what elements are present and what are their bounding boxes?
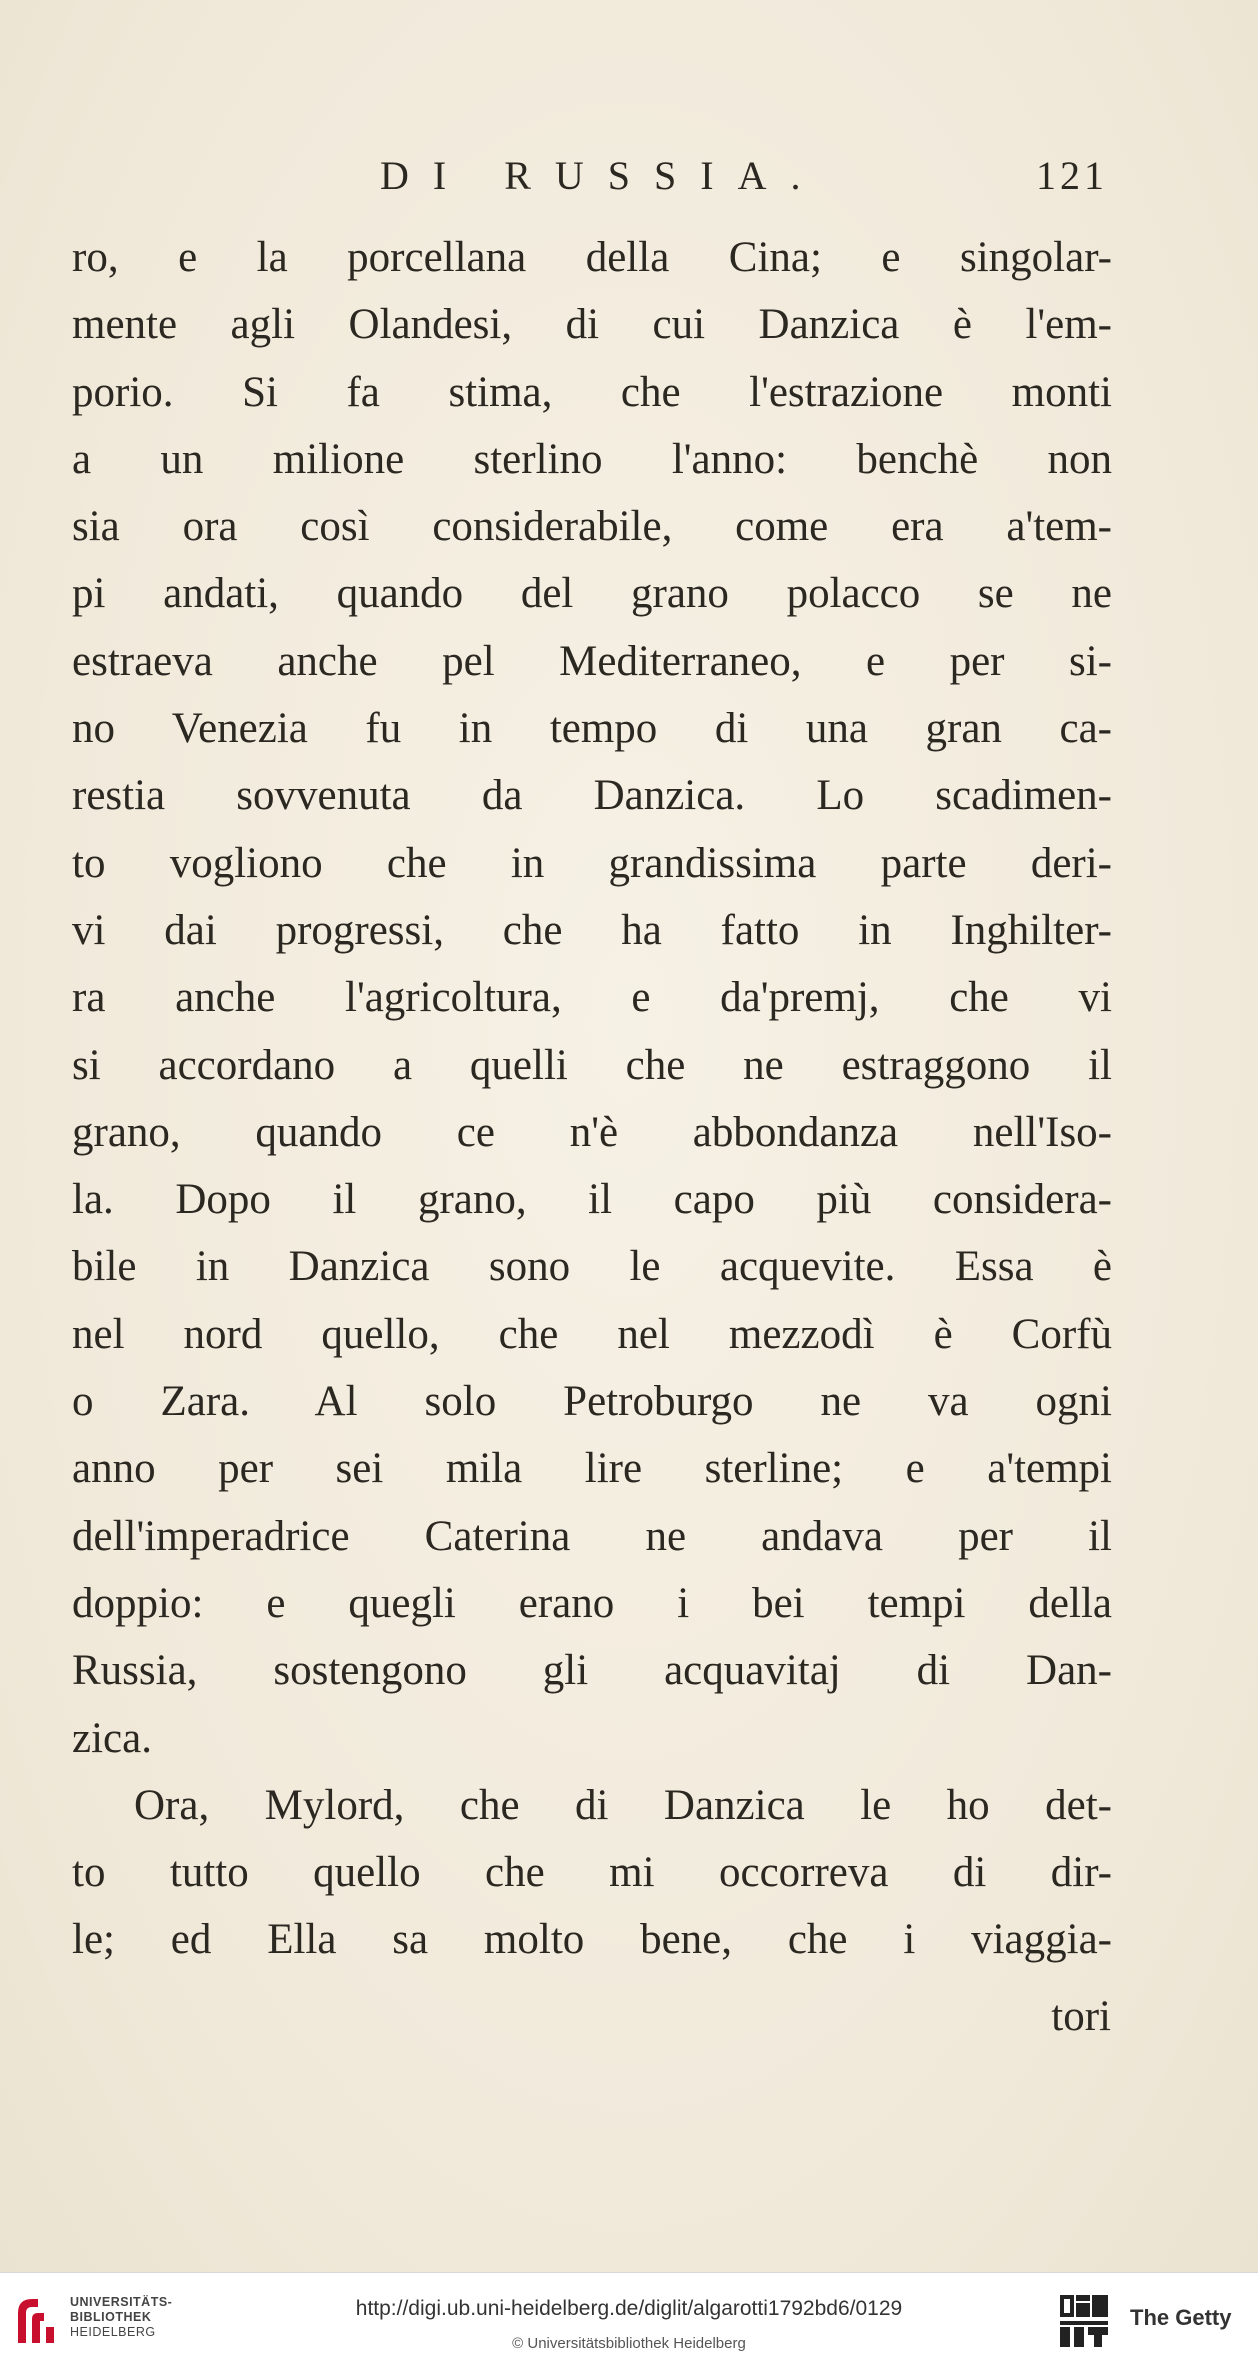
getty-logo-icon: [1058, 2293, 1110, 2349]
catchword: tori: [1051, 1993, 1111, 2040]
page-header: [70, 148, 1110, 218]
page-number: 121: [1036, 153, 1108, 198]
text-line: pi andati, quando del grano polacco se ne: [72, 570, 1112, 618]
text-line: mente agli Olandesi, di cui Danzica è l'em-: [72, 301, 1112, 349]
footer-bar: [0, 2272, 1258, 2364]
running-title: DI RUSSIA.: [380, 153, 825, 198]
text-line: zica.: [72, 1714, 152, 1762]
text-line: vi dai progressi, che ha fatto in Inghilter-: [72, 906, 1112, 954]
text-line: Russia, sostengono gli acquavitaj di Dan-: [72, 1647, 1112, 1695]
library-name-line: BIBLIOTHEK: [70, 2310, 152, 2324]
text-line: Ora, Mylord, che di Danzica le ho det-: [134, 1781, 1112, 1829]
text-line: le; ed Ella sa molto bene, che i viaggia-: [72, 1916, 1112, 1964]
text-line: doppio: e quegli erano i bei tempi della: [72, 1579, 1112, 1627]
text-line: restia sovvenuta da Danzica. Lo scadimen-: [72, 772, 1112, 820]
text-line: la. Dopo il grano, il capo più considera-: [72, 1176, 1112, 1224]
text-line: porio. Si fa stima, che l'estrazione monti: [72, 368, 1112, 416]
text-line: ro, e la porcellana della Cina; e singolar-: [72, 234, 1112, 281]
library-name-line: HEIDELBERG: [70, 2325, 156, 2339]
body-text: [72, 224, 1112, 1974]
text-line: estraeva anche pel Mediterraneo, e per si-: [72, 637, 1112, 685]
text-line: ra anche l'agricoltura, e da'premj, che vi: [72, 974, 1112, 1022]
library-name-line: UNIVERSITÄTS-: [70, 2295, 173, 2309]
copyright-notice: © Universitätsbibliothek Heidelberg: [512, 2335, 746, 2352]
text-line: to vogliono che in grandissima parte deri-: [72, 839, 1112, 887]
text-line: bile in Danzica sono le acquevite. Essa è: [72, 1243, 1112, 1291]
text-line: sia ora così considerabile, come era a'tem-: [72, 503, 1112, 551]
text-line: no Venezia fu in tempo di una gran ca-: [72, 705, 1112, 753]
text-line: nel nord quello, che nel mezzodì è Corfù: [72, 1310, 1112, 1358]
text-line: si accordano a quelli che ne estraggono il: [72, 1041, 1112, 1089]
permalink-url[interactable]: http://digi.ub.uni-heidelberg.de/diglit/algarotti1792bd6/0129: [355, 2297, 903, 2320]
text-line: dell'imperadrice Caterina ne andava per il: [72, 1512, 1112, 1560]
text-line: anno per sei mila lire sterline; e a'tempi: [72, 1445, 1112, 1493]
text-line: grano, quando ce n'è abbondanza nell'Iso-: [72, 1108, 1112, 1156]
text-line: o Zara. Al solo Petroburgo ne va ogni: [72, 1378, 1112, 1426]
partner-name: The Getty: [1130, 2305, 1232, 2330]
text-line: to tutto quello che mi occorreva di dir-: [72, 1849, 1112, 1897]
text-line: a un milione sterlino l'anno: benchè non: [72, 435, 1112, 483]
